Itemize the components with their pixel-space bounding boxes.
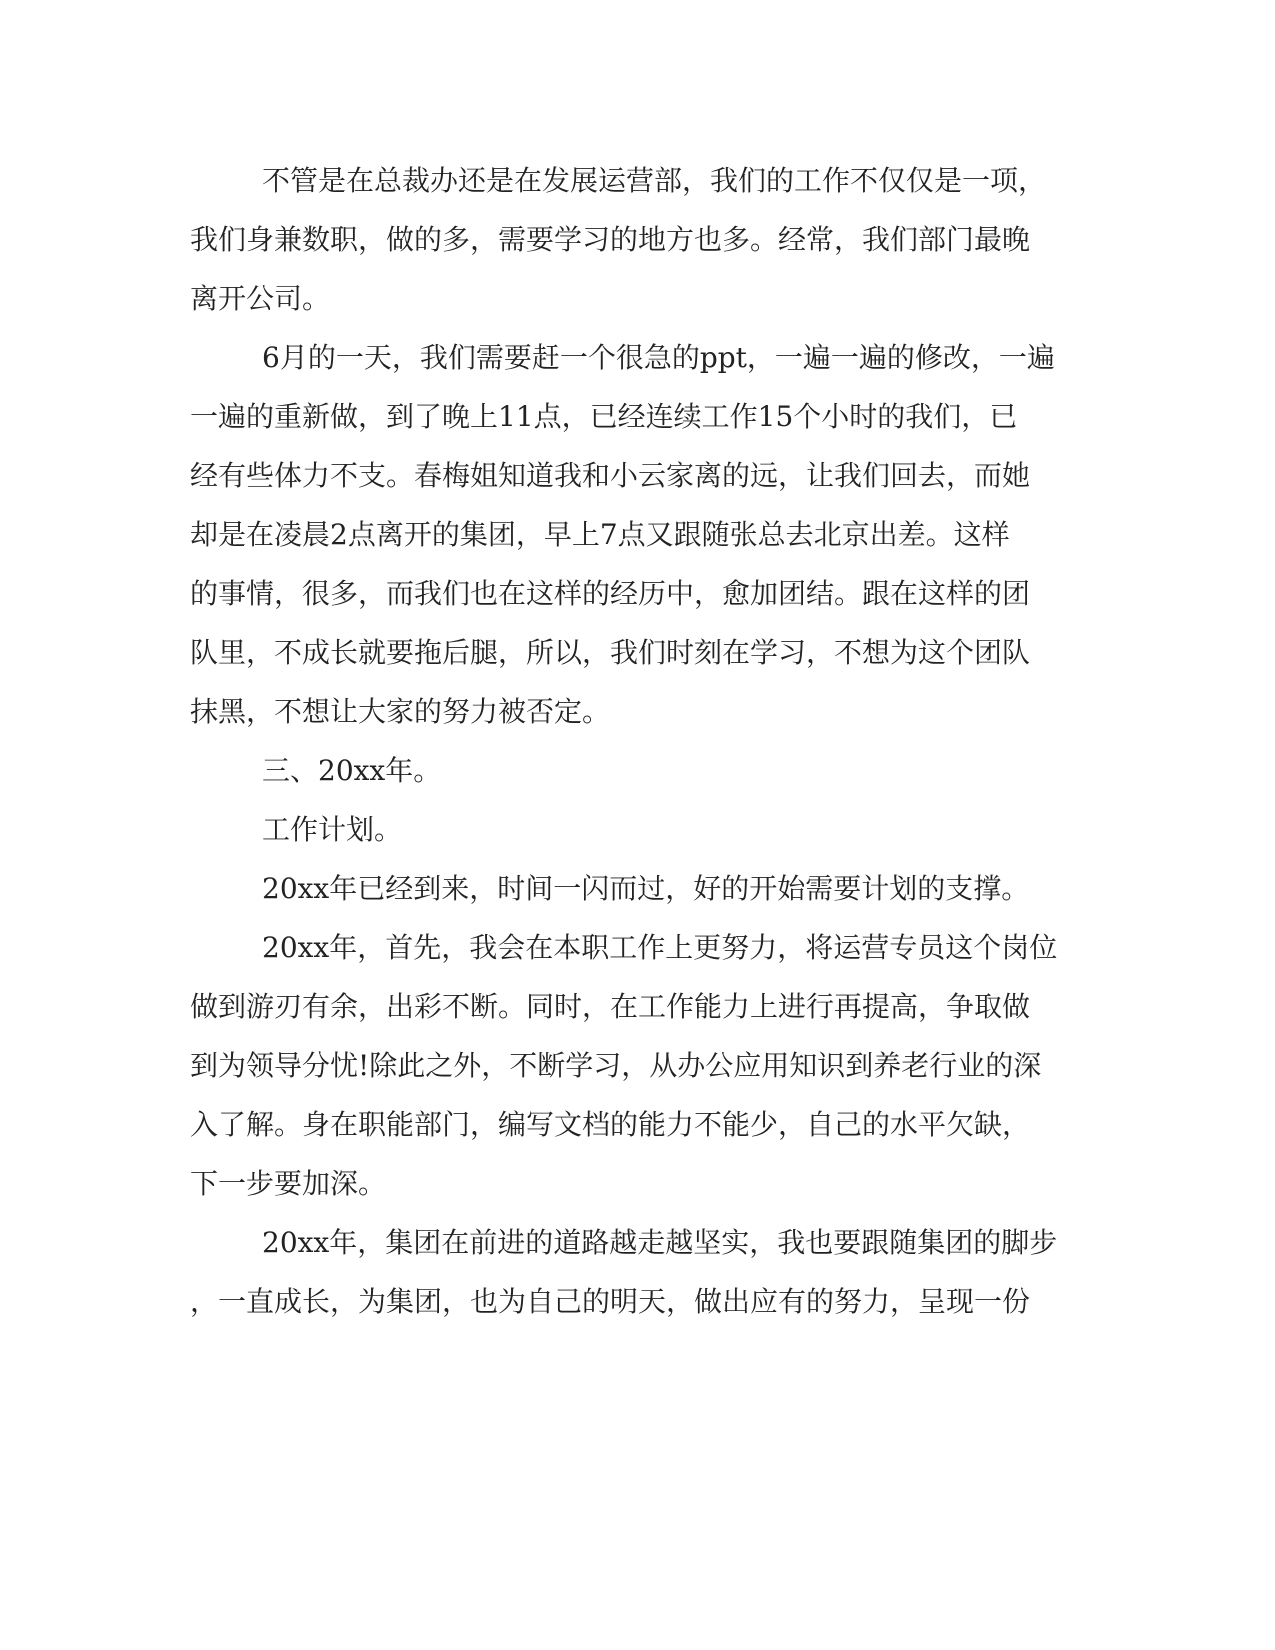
text-line: 做到游刃有余，出彩不断。同时，在工作能力上进行再提高，争取做: [190, 990, 1031, 1023]
text-line: 一遍的重新做，到了晚上11点，已经连续工作15个小时的我们，已: [190, 400, 1018, 433]
text-line: ，一直成长，为集团，也为自己的明天，做出应有的努力，呈现一份: [190, 1285, 1031, 1318]
text-line: 20xx年，首先，我会在本职工作上更努力，将运营专员这个岗位: [262, 931, 1058, 964]
text-line: 20xx年，集团在前进的道路越走越坚实，我也要跟随集团的脚步: [262, 1226, 1058, 1259]
text-line: 的事情，很多，而我们也在这样的经历中，愈加团结。跟在这样的团: [190, 577, 1031, 610]
text-line: 却是在凌晨2点离开的集团，早上7点又跟随张总去北京出差。这样: [190, 518, 1010, 551]
text-line: 下一步要加深。: [190, 1167, 387, 1200]
text-line: 我们身兼数职，做的多，需要学习的地方也多。经常，我们部门最晚: [190, 223, 1031, 256]
section-heading: 三、20xx年。: [262, 754, 442, 787]
text-line: 到为领导分忧!除此之外，不断学习，从办公应用知识到养老行业的深: [190, 1049, 1042, 1082]
text-line: 离开公司。: [190, 282, 331, 315]
text-line: 不管是在总裁办还是在发展运营部，我们的工作不仅仅是一项，: [262, 164, 1047, 197]
text-line: 经有些体力不支。春梅姐知道我和小云家离的远，让我们回去，而她: [190, 459, 1031, 492]
text-line: 入了解。身在职能部门，编写文档的能力不能少，自己的水平欠缺，: [190, 1108, 1031, 1141]
text-line: 抹黑，不想让大家的努力被否定。: [190, 695, 611, 728]
text-line: 6月的一天，我们需要赶一个很急的ppt，一遍一遍的修改，一遍: [262, 341, 1055, 374]
text-line: 队里，不成长就要拖后腿，所以，我们时刻在学习，不想为这个团队: [190, 636, 1031, 669]
section-subheading: 工作计划。: [262, 813, 403, 846]
text-line: 20xx年已经到来，时间一闪而过，好的开始需要计划的支撑。: [262, 872, 1030, 905]
